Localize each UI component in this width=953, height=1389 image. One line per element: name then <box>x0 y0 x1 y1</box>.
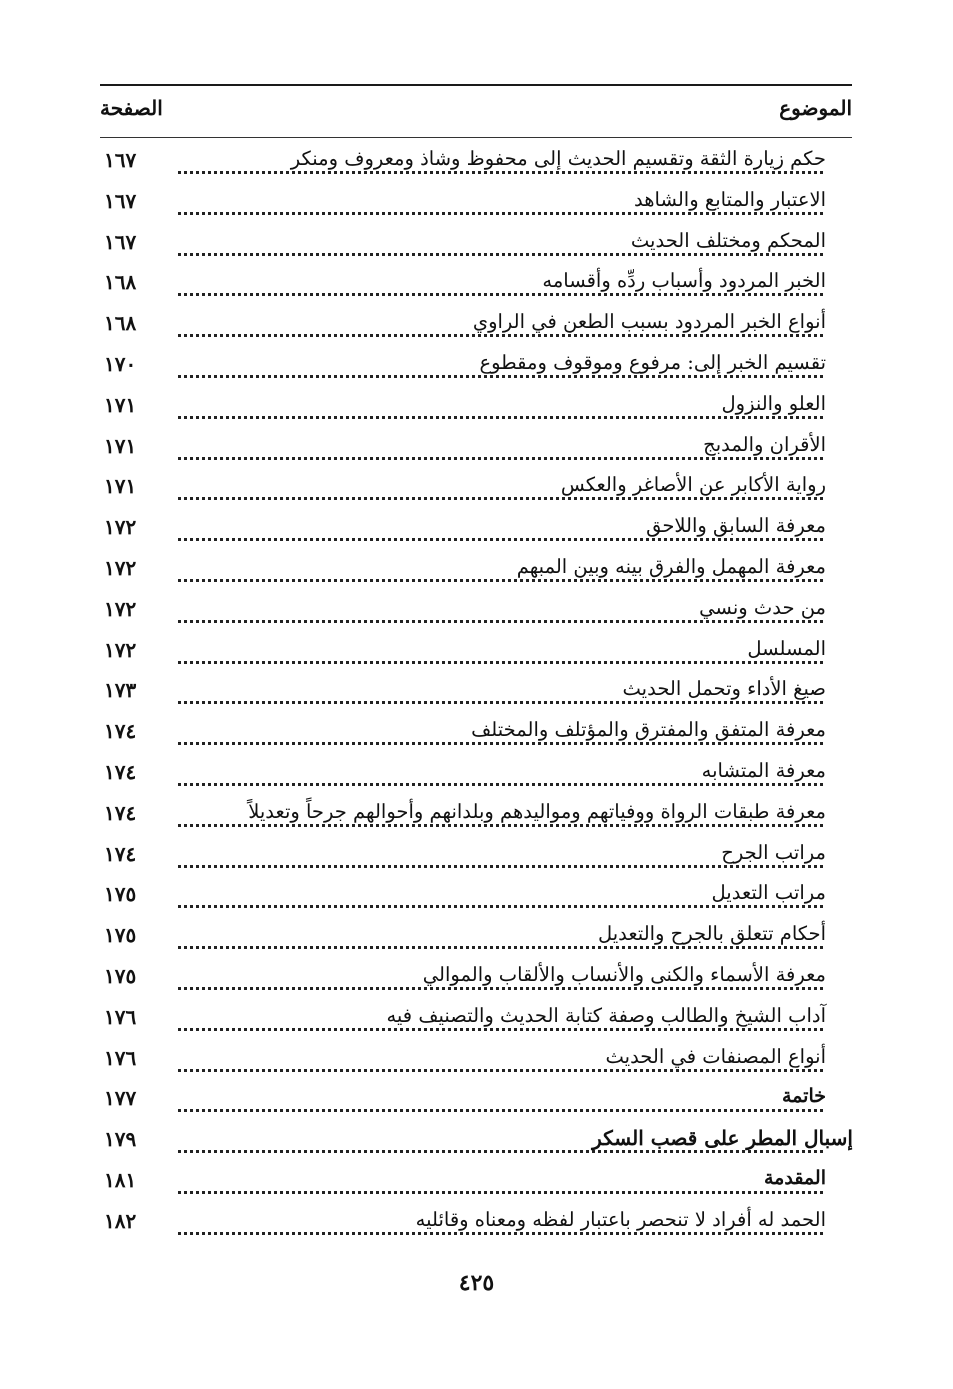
dot-leader <box>178 1191 823 1194</box>
toc-entry <box>0 388 953 428</box>
dot-leader <box>178 783 823 786</box>
dot-leader <box>178 416 823 419</box>
toc-header <box>100 96 852 132</box>
toc-entry-title: مراتب الجرح <box>711 841 826 864</box>
toc-entry-title: الأقران والمدبج <box>693 433 826 456</box>
toc-entry-title: معرفة المتشابه <box>692 759 826 782</box>
toc-entry <box>0 510 953 550</box>
dot-leader <box>178 538 823 541</box>
toc-entry-title: خاتمة <box>772 1085 826 1107</box>
toc-entry <box>0 429 953 469</box>
toc-entry-title: مراتب التعديل <box>702 881 826 904</box>
toc-entry <box>0 837 953 877</box>
toc-entry <box>0 1041 953 1081</box>
dot-leader <box>178 1232 823 1235</box>
toc-entry-title: الحمد له أفراد لا تنحصر باعتبار لفظه ومعناه وقائليه <box>406 1208 826 1231</box>
toc-entry-page: ١٧٩ <box>104 1127 137 1152</box>
toc-entry <box>0 184 953 224</box>
toc-entry-title: معرفة المهمل والفرق بينه وبين المبهم <box>507 555 826 578</box>
toc-entry <box>0 796 953 836</box>
toc-entry-page: ١٦٨ <box>104 311 137 336</box>
dot-leader <box>178 212 823 215</box>
toc-entry-page: ١٧٤ <box>104 719 137 744</box>
toc-entry-page: ١٧٢ <box>104 637 137 662</box>
header-rule <box>100 137 852 138</box>
toc-entry-title: الخبر المردود وأسباب ردِّه وأقسامه <box>532 269 826 292</box>
toc-entry <box>0 877 953 917</box>
toc-entry-title: رواية الأكابر عن الأصاغر والعكس <box>551 473 826 496</box>
dot-leader <box>178 824 823 827</box>
toc-entry-page: ١٧٦ <box>104 1004 137 1029</box>
dot-leader <box>178 946 823 949</box>
dot-leader <box>178 1109 823 1112</box>
toc-entry <box>0 143 953 183</box>
dot-leader <box>178 579 823 582</box>
toc-entry <box>0 633 953 673</box>
toc-entry-page: ١٧٢ <box>104 596 137 621</box>
toc-entry <box>0 347 953 387</box>
toc-entry <box>0 265 953 305</box>
toc-entry <box>0 714 953 754</box>
dot-leader <box>178 865 823 868</box>
toc-entry <box>0 1081 953 1121</box>
toc-entry-page: ١٦٧ <box>104 148 137 172</box>
toc-entry <box>0 918 953 958</box>
toc-entry-title: الاعتبار والمتابع والشاهد <box>624 188 826 211</box>
toc-entry-page: ١٧٥ <box>104 882 137 907</box>
toc-entry-title: آداب الشيخ والطالب وصفة كتابة الحديث والتصنيف فيه <box>376 1004 826 1027</box>
dot-leader <box>178 905 823 908</box>
page-column-header: الصفحة <box>100 96 163 120</box>
toc-entry-page: ١٦٧ <box>104 188 137 213</box>
topic-column-header: الموضوع <box>779 96 852 120</box>
toc-entry <box>0 1122 953 1162</box>
toc-entry-title: معرفة طبقات الرواة ووفياتهم ومواليدهم وبلدانهم وأحوالهم جرحاً وتعديلاً <box>238 800 826 823</box>
toc-entry-title: المقدمة <box>754 1167 826 1189</box>
dot-leader <box>178 987 823 990</box>
top-rule <box>100 84 852 86</box>
toc-entry-title: العلو والنزول <box>712 392 827 415</box>
toc-entry-page: ١٨١ <box>104 1168 137 1192</box>
toc-entry-page: ١٨٢ <box>104 1208 137 1233</box>
toc-entry-page: ١٧٤ <box>104 760 137 784</box>
toc-entry-title: أحكام تتعلق بالجرح والتعديل <box>588 922 826 945</box>
toc-entry-page: ١٧٢ <box>104 515 137 540</box>
dot-leader <box>178 375 823 378</box>
toc-entry-page: ١٦٨ <box>104 270 137 295</box>
dot-leader <box>178 457 823 460</box>
toc-entry-title: أنواع الخبر المردود بسبب الطعن في الراوي <box>463 310 826 333</box>
toc-entry-page: ١٧١ <box>104 392 137 417</box>
toc-entry <box>0 1163 953 1203</box>
toc-entry <box>0 755 953 795</box>
dot-leader <box>178 1028 823 1031</box>
dot-leader <box>178 620 823 623</box>
dot-leader <box>178 1150 823 1153</box>
dot-leader <box>178 334 823 337</box>
dot-leader <box>178 1069 823 1072</box>
toc-entry-title: من حدث ونسي <box>689 596 826 619</box>
dot-leader <box>178 293 823 296</box>
toc-entry-page: ١٦٧ <box>104 229 137 254</box>
toc-entry-page: ١٧٦ <box>104 1045 137 1070</box>
toc-entry <box>0 306 953 346</box>
dot-leader <box>178 253 823 256</box>
toc-entry-page: ١٧٧ <box>104 1086 137 1111</box>
dot-leader <box>178 742 823 745</box>
page-number: ٤٢٥ <box>458 1270 495 1296</box>
toc-entry-page: ١٧٤ <box>104 800 137 825</box>
toc-entry-title: معرفة السابق واللاحق <box>636 514 826 537</box>
toc-entry <box>0 592 953 632</box>
toc-entry-title: المسلسل <box>737 637 826 660</box>
toc-entry-title: حكم زيارة الثقة وتقسيم الحديث إلى محفوظ وشاذ ومعروف ومنكر <box>281 147 826 170</box>
toc-entry-title: إسبال المطر على قصب السكر <box>582 1126 853 1150</box>
dot-leader <box>178 497 823 500</box>
toc-entry-title: تقسيم الخبر إلى: مرفوع وموقوف ومقطوع <box>469 351 826 374</box>
dot-leader <box>178 171 823 174</box>
toc-entry-title: معرفة الأسماء والكنى والأنساب والألقاب والموالي <box>413 963 826 986</box>
toc-entry-title: معرفة المتفق والمفترق والمؤتلف والمختلف <box>461 718 826 741</box>
toc-entry-title: المحكم ومختلف الحديث <box>621 229 826 252</box>
toc-entry <box>0 551 953 591</box>
toc-entry-page: ١٧٤ <box>104 841 137 866</box>
toc-entry <box>0 1204 953 1244</box>
toc-entry-page: ١٧٠ <box>104 352 137 376</box>
toc-entry <box>0 959 953 999</box>
toc-entry <box>0 1000 953 1040</box>
toc-entry-title: أنواع المصنفات في الحديث <box>596 1045 827 1068</box>
toc-entry-page: ١٧١ <box>104 433 137 458</box>
toc-entry-page: ١٧٥ <box>104 964 137 988</box>
toc-entry-page: ١٧١ <box>104 474 137 499</box>
dot-leader <box>178 701 823 704</box>
toc-entry <box>0 673 953 713</box>
toc-entry-page: ١٧٥ <box>104 923 137 948</box>
toc-entry-page: ١٧٢ <box>104 556 137 580</box>
toc-entry-title: صيغ الأداء وتحمل الحديث <box>613 677 826 700</box>
dot-leader <box>178 661 823 664</box>
toc-entry <box>0 469 953 509</box>
toc-entry <box>0 225 953 265</box>
toc-entry-page: ١٧٣ <box>104 678 137 703</box>
